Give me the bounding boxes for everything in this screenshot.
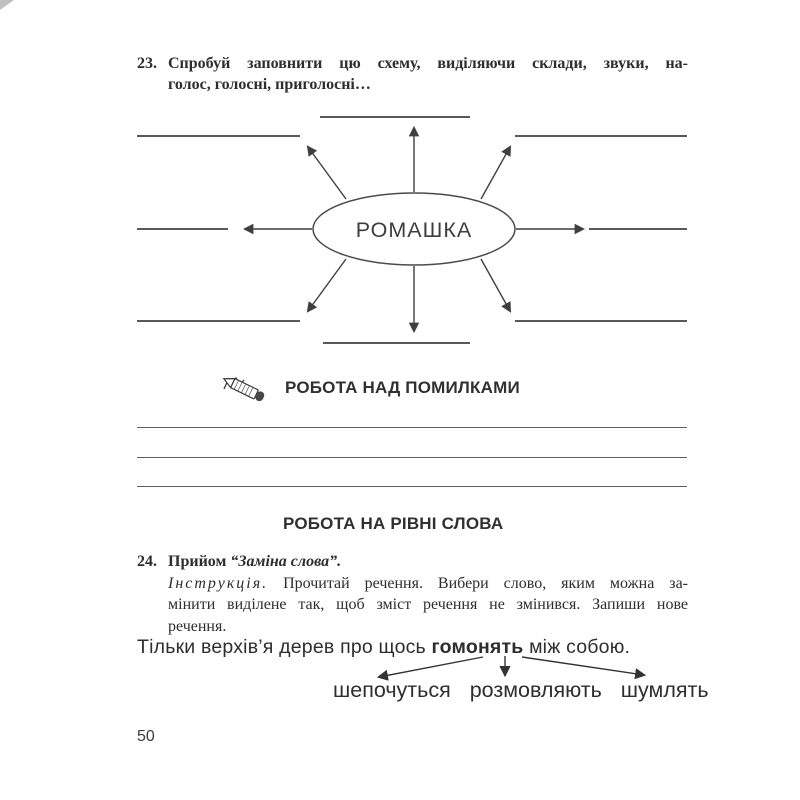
task-24-title	[137, 551, 688, 573]
task-23-line2: голос, голосні, приголосні…	[168, 76, 371, 93]
instruction-label: Інструкція.	[168, 574, 269, 592]
arrow-down-right	[481, 259, 510, 311]
pencil-icon	[221, 371, 271, 407]
diagram-center-label: РОМАШКА	[355, 218, 473, 242]
answer-line	[137, 486, 687, 487]
task-24	[137, 551, 688, 637]
task-23	[137, 53, 688, 95]
task-23-line1: Спробуй заповнити цю схему, виділяючи склади, звуки, на-	[168, 55, 688, 72]
option-word: розмовляють	[469, 678, 602, 702]
page-number: 50	[137, 728, 155, 745]
romashka-diagram	[0, 108, 800, 358]
arrow-up-left	[308, 147, 346, 199]
option-word: шепочуться	[333, 678, 451, 702]
arrow-up-right	[481, 147, 510, 199]
sentence-end: між собою.	[523, 636, 631, 658]
section-title-word-level: РОБОТА НА РІВНІ СЛОВА	[283, 514, 504, 533]
method-label: Прийом	[168, 553, 231, 570]
highlighted-word: гомонять	[431, 636, 524, 658]
section-title-work-on-mistakes: РОБОТА НАД ПОМИЛКАМИ	[285, 378, 520, 397]
answer-line	[137, 457, 687, 458]
arrow-to-option-1	[379, 657, 483, 677]
instruction-line1	[137, 573, 688, 595]
task-23-number: 23.	[137, 55, 157, 72]
page-corner-artifact	[0, 0, 16, 12]
option-word: шумлять	[620, 678, 709, 702]
arrow-down-left	[308, 259, 346, 311]
answer-line	[137, 427, 687, 428]
task-24-number: 24.	[137, 553, 157, 570]
instruction-line2: мінити виділене так, щоб зміст речення не змінився. Запиши нове	[168, 596, 688, 613]
instruction-line1-text: Прочитай речення. Вибери слово, яким можна за-	[268, 574, 688, 592]
instruction-line3: речення.	[168, 617, 227, 635]
arrow-to-option-3	[522, 657, 644, 675]
method-name: “Заміна слова”.	[230, 553, 342, 570]
sentence-start: Тільки верхів’я дерев про щось	[137, 636, 432, 658]
option-words	[333, 678, 709, 703]
